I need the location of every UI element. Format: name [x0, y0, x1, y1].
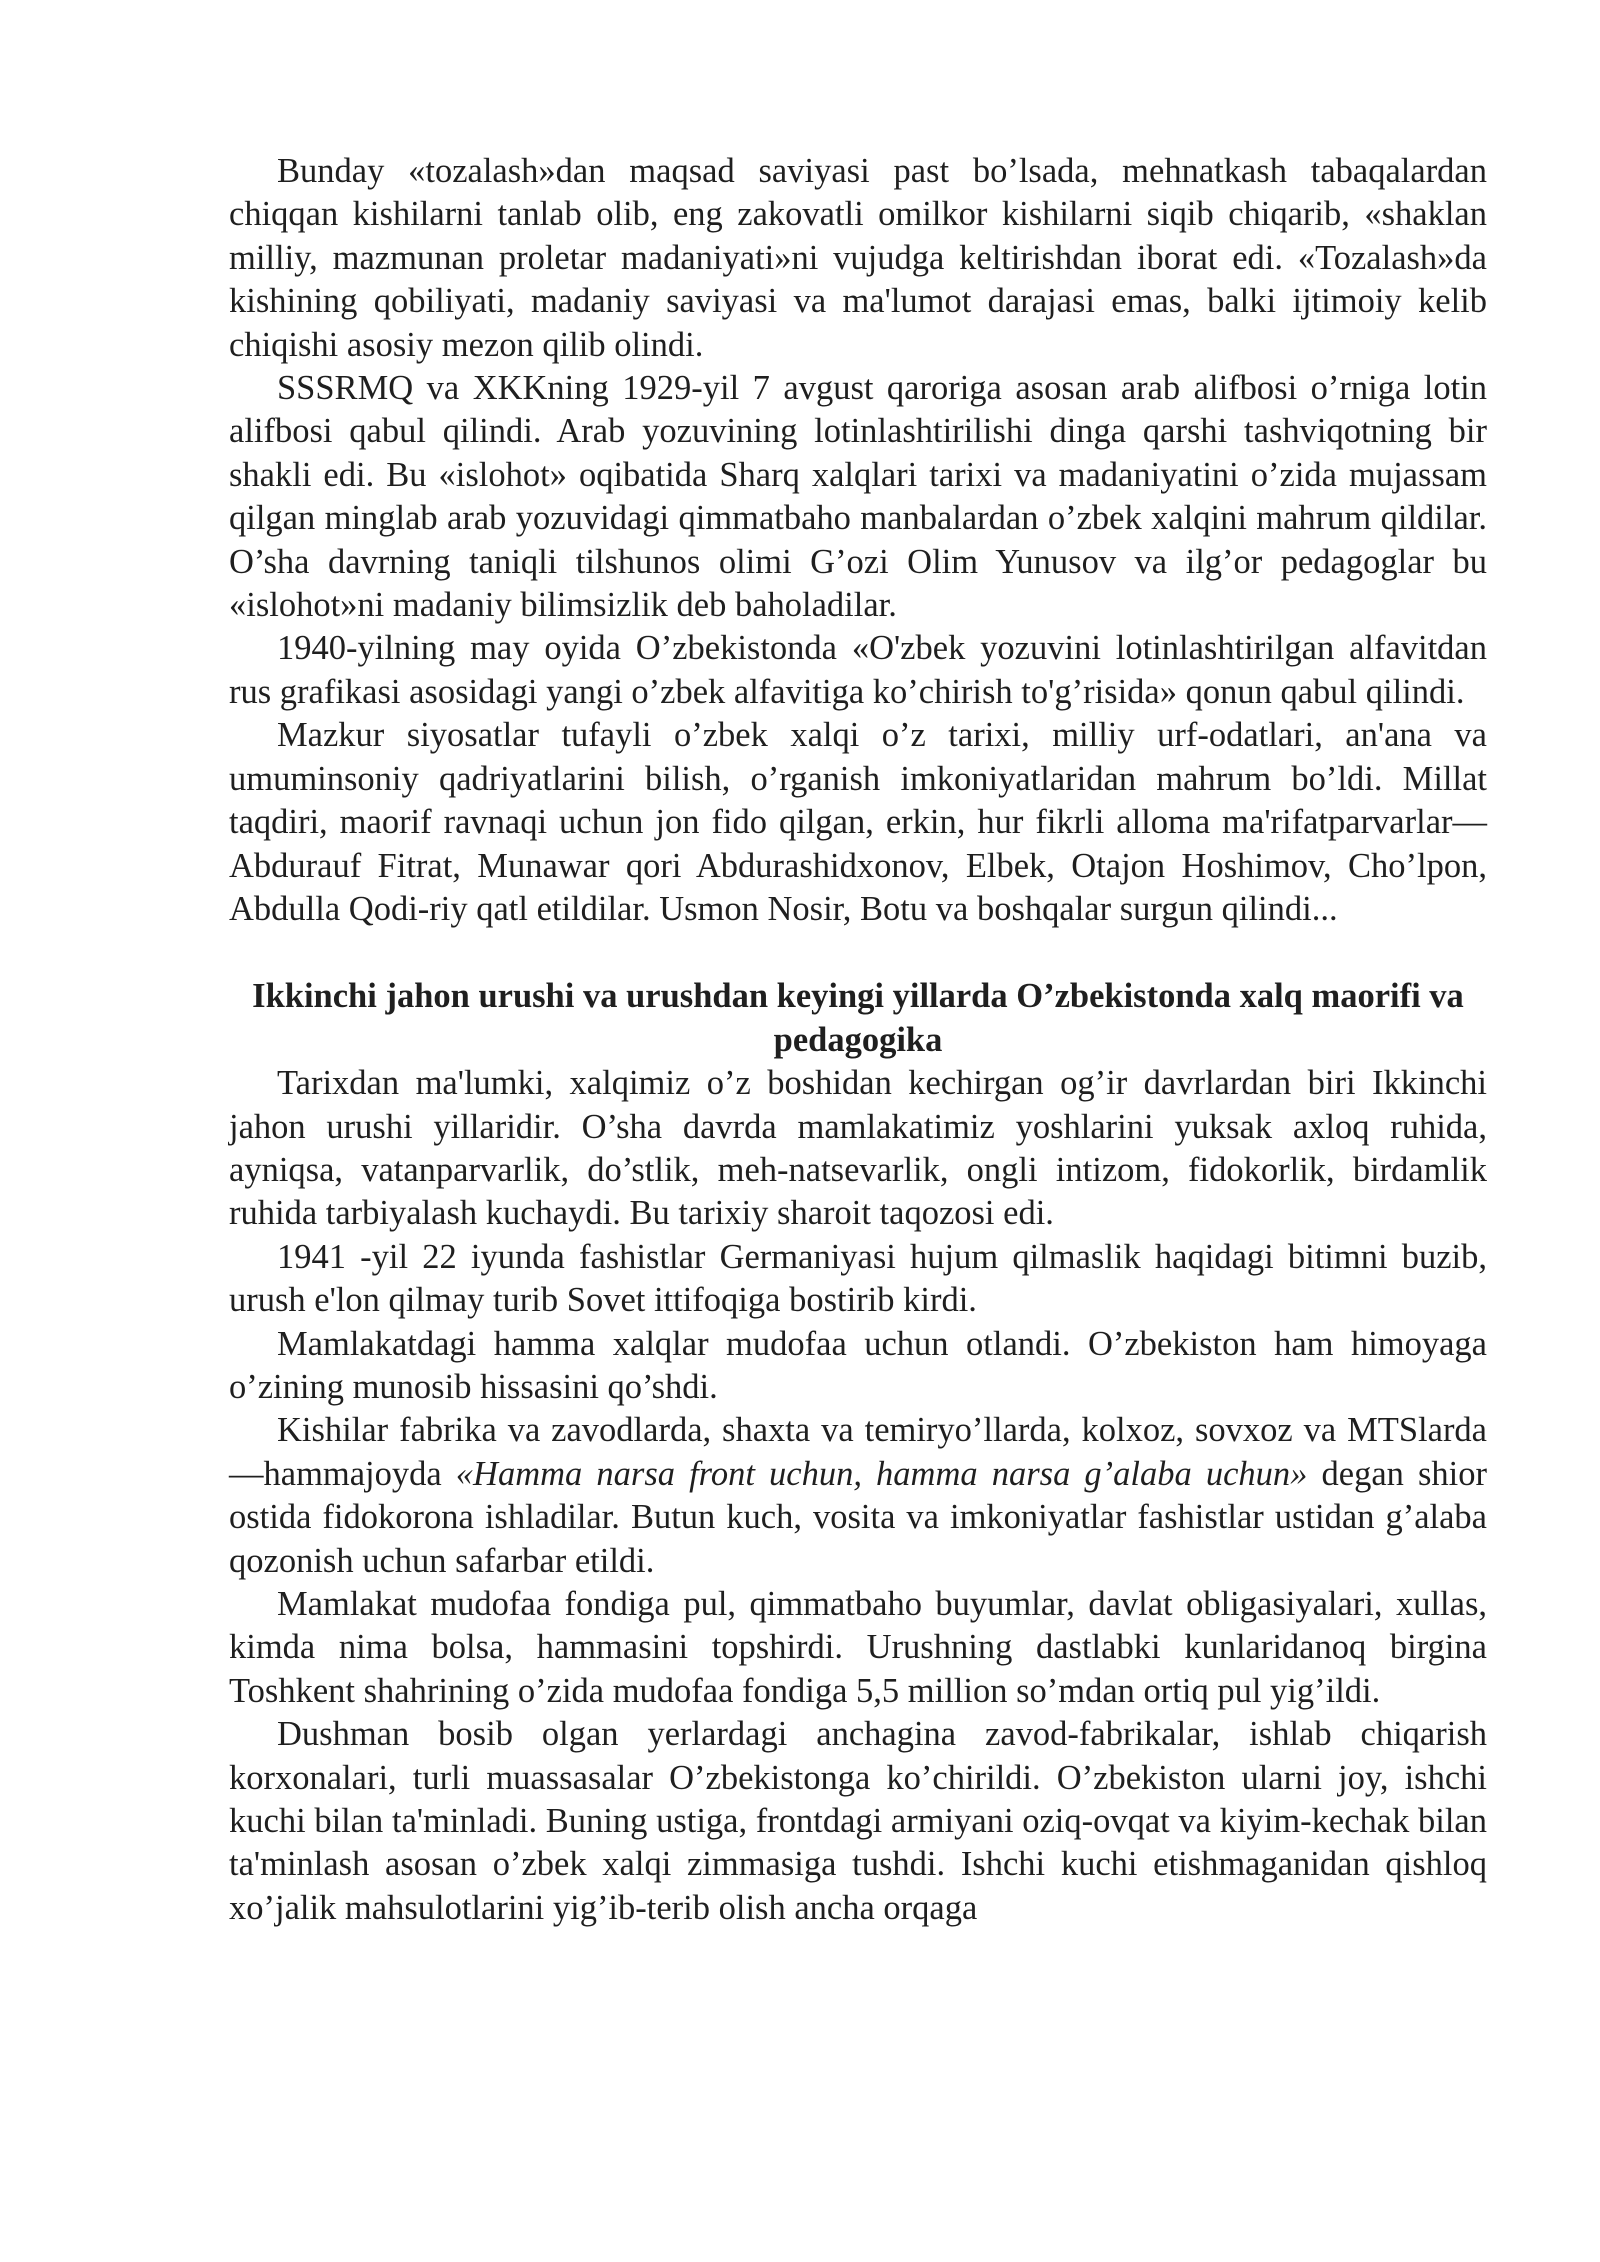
paragraph-slogan [229, 1409, 1487, 1583]
document-page [229, 150, 1487, 1930]
paragraph-ww2-intro: Tarixdan ma'lumki, xalqimiz o’z boshidan kechirgan og’ir davrlardan biri Ikkinchi jahon urushi yillaridir. O’sha davrda mamlakatimiz yoshlarini yuksak axloq ruhida, ayniqsa, vatanparvarlik, do’stlik, meh-natsevarlik, ongli intizom, fidokorlik, birdamlik ruhida tarbiyalash kuchaydi. Bu tarixiy sharoit taqozosi edi. [229, 1064, 1487, 1233]
paragraph-latin-alphabet: SSSRMQ va XKKning 1929-yil 7 avgust qaroriga asosan arab alifbosi o’rniga lotin alifbosi qabul qilindi. Arab yozuvining lotinlashtirilishi dinga qarshi tashviqotning bir shakli edi. Bu «islohot» oqibatida Sharq xalqlari tarixi va madaniyatini o’zida mujassam qilgan minglab arab yozuvidagi qimmatbaho manbalardan o’zbek xalqini mahrum qildilar. O’sha davrning taniqli tilshunos olimi G’ozi Olim Yunusov va ilg’or pedagoglar bu «islohot»ni madaniy bilimsizlik deb baholadilar. [229, 369, 1487, 625]
paragraph-evacuation: Dushman bosib olgan yerlardagi anchagina zavod-fabrikalar, ishlab chiqarish korxonalari, turli muassasalar O’zbekistonga ko’chirildi. O’zbekiston ularni joy, ishchi kuchi bilan ta'minladi. Buning ustiga, frontdagi armiyani oziq-ovqat va kiyim-kechak bilan ta'minlash asosan o’zbek xalqi zimmasiga tushdi. Ishchi kuchi etishmaganidan qishloq xo’jalik mahsulotlarini yig’ib-terib olish ancha orqaga [229, 1715, 1487, 1927]
paragraph-defense: Mamlakatdagi hamma xalqlar mudofaa uchun otlandi. O’zbekiston ham himoyaga o’zining munosib hissasini qo’shdi. [229, 1324, 1487, 1406]
paragraph-tozalash: Bunday «tozalash»dan maqsad saviyasi past bo’lsada, mehnatkash tabaqalardan chiqqan kishilarni tanlab olib, eng zakovatli omilkor kishilarni siqib chiqarib, «shaklan milliy, mazmunan proletar madaniyati»ni vujudga keltirishdan iborat edi. «Tozalash»da kishining qobiliyati, madaniy saviyasi va ma'lumot darajasi emas, balki ijtimoiy kelib chiqishi asosiy mezon qilib olindi. [229, 152, 1487, 364]
paragraph-invasion: 1941 -yil 22 iyunda fashistlar Germaniyasi hujum qilmaslik haqidagi bitimni buzib, urush e'lon qilmay turib Sovet ittifoqiga bostirib kirdi. [229, 1237, 1487, 1320]
paragraph-cyrillic-law: 1940-yilning may oyida O’zbekistonda «O'zbek yozuvini lotinlashtirilgan alfavitdan rus grafikasi asosidagi yangi o’zbek alfavitiga ko’chirish to'g’risida» qonun qabul qilindi. [229, 629, 1487, 711]
slogan-lead-text: Kishilar fabrika va zavodlarda, shaxta va temiryo’llarda, kolxoz, sovxoz va MTSlarda—hammajoyda [229, 1411, 1487, 1493]
paragraph-defense-fund: Mamlakat mudofaa fondiga pul, qimmatbaho buyumlar, davlat obligasiyalari, xullas, kimda nima bolsa, hammasini topshirdi. Urushning dastlabki kunlaridanoq birgina Toshkent shahrining o’zida mudofaa fondiga 5,5 million so’mdan ortiq pul yig’ildi. [229, 1585, 1487, 1710]
section-heading: Ikkinchi jahon urushi va urushdan keyingi yillarda O’zbekistonda xalq maorifi va pedagogika [252, 977, 1464, 1059]
slogan-quote: «Hamma narsa front uchun, hamma narsa g’alaba uchun» [455, 1454, 1308, 1493]
slogan-tail-text: degan shior ostida fidokorona ishladilar. Butun kuch, vosita va imkoniyatlar fashistlar ustidan g’alaba qozonish uchun safarbar etildi. [229, 1454, 1487, 1580]
paragraph-repressions: Mazkur siyosatlar tufayli o’zbek xalqi o’z tarixi, milliy urf-odatlari, an'ana va umuminsoniy qadriyatlarini bilish, o’rganish imkoniyatlaridan mahrum bo’ldi. Millat taqdiri, maorif ravnaqi uchun jon fido qilgan, erkin, hur fikrli alloma ma'rifatparvarlar—Abdurauf Fitrat, Munawar qori Abdurashidxonov, Elbek, Otajon Hoshimov, Cho’lpon, Abdulla Qodi-riy qatl etildilar. Usmon Nosir, Botu va boshqalar surgun qilindi... [229, 716, 1487, 928]
